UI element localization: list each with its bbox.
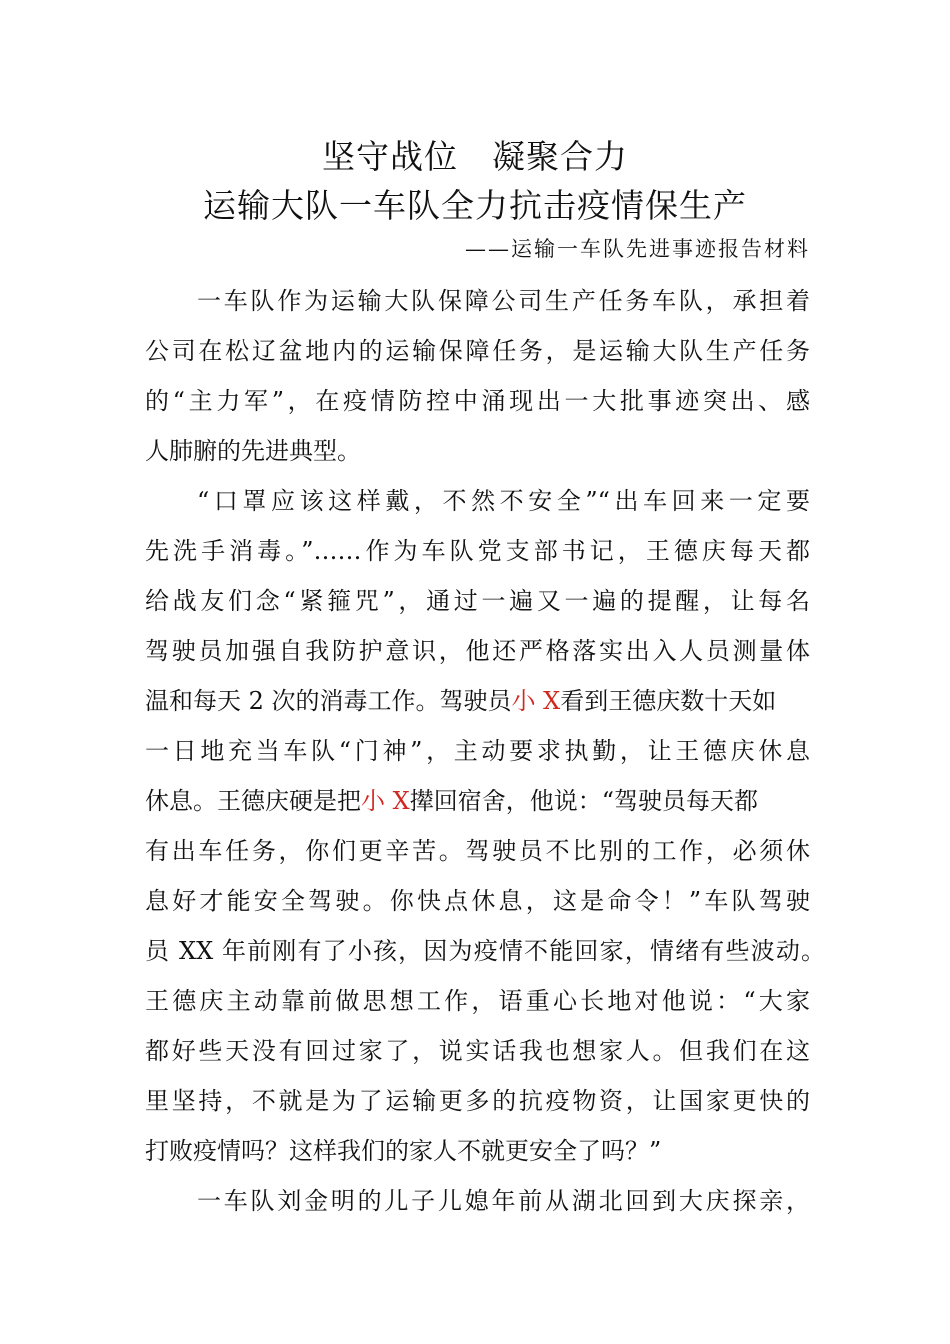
text-segment: 撵回宿舍，他说：“驾驶员每天都	[409, 787, 758, 815]
document-title-line2: 运输大队一车队全力抗击疫情保生产	[203, 186, 747, 225]
text-line-with-highlight	[145, 683, 810, 719]
text-line: “口罩应该这样戴，不然不安全”“出车回来一定要	[197, 487, 810, 515]
text-line: 先洗手消毒。”……作为车队党支部书记，王德庆每天都	[145, 537, 810, 565]
highlighted-name: 小 X	[511, 687, 561, 715]
text-line: 员 XX 年前刚有了小孩，因为疫情不能回家，情绪有些波动。	[145, 937, 825, 965]
text-segment: 看到王德庆数十天如	[560, 687, 777, 715]
text-line: 给战友们念“紧箍咒”，通过一遍又一遍的提醒，让每名	[145, 587, 810, 615]
text-line: 里坚持，不就是为了运输更多的抗疫物资，让国家更快的	[145, 1087, 810, 1115]
text-segment: 休息。王德庆硬是把	[145, 787, 361, 815]
highlighted-name: 小 X	[361, 787, 410, 815]
text-segment: 温和每天 2 次的消毒工作。驾驶员	[145, 687, 512, 715]
text-line: 驾驶员加强自我防护意识，他还严格落实出入人员测量体	[145, 637, 810, 665]
text-line: 一车队刘金明的儿子儿媳年前从湖北回到大庆探亲，	[197, 1187, 810, 1215]
text-line: 息好才能安全驾驶。你快点休息，这是命令！”车队驾驶	[145, 887, 810, 915]
text-line: 的“主力军”，在疫情防控中涌现出一大批事迹突出、感	[145, 387, 810, 415]
text-line: 王德庆主动靠前做思想工作，语重心长地对他说：“大家	[145, 987, 810, 1015]
text-line: 都好些天没有回过家了，说实话我也想家人。但我们在这	[145, 1037, 810, 1065]
text-line: 一日地充当车队“门神”，主动要求执勤，让王德庆休息	[145, 737, 810, 765]
text-line: 一车队作为运输大队保障公司生产任务车队，承担着	[197, 287, 810, 315]
text-line-with-highlight	[145, 783, 810, 819]
document-title: 坚守战位 凝聚合力	[322, 137, 628, 176]
text-line: 人肺腑的先进典型。	[145, 437, 361, 465]
document-subtitle: ——运输一车队先进事迹报告材料	[465, 237, 810, 261]
text-line: 公司在松辽盆地内的运输保障任务，是运输大队生产任务	[145, 337, 810, 365]
text-line: 打败疫情吗？这样我们的家人不就更安全了吗？”	[145, 1137, 662, 1165]
text-line: 有出车任务，你们更辛苦。驾驶员不比别的工作，必须休	[145, 837, 810, 865]
